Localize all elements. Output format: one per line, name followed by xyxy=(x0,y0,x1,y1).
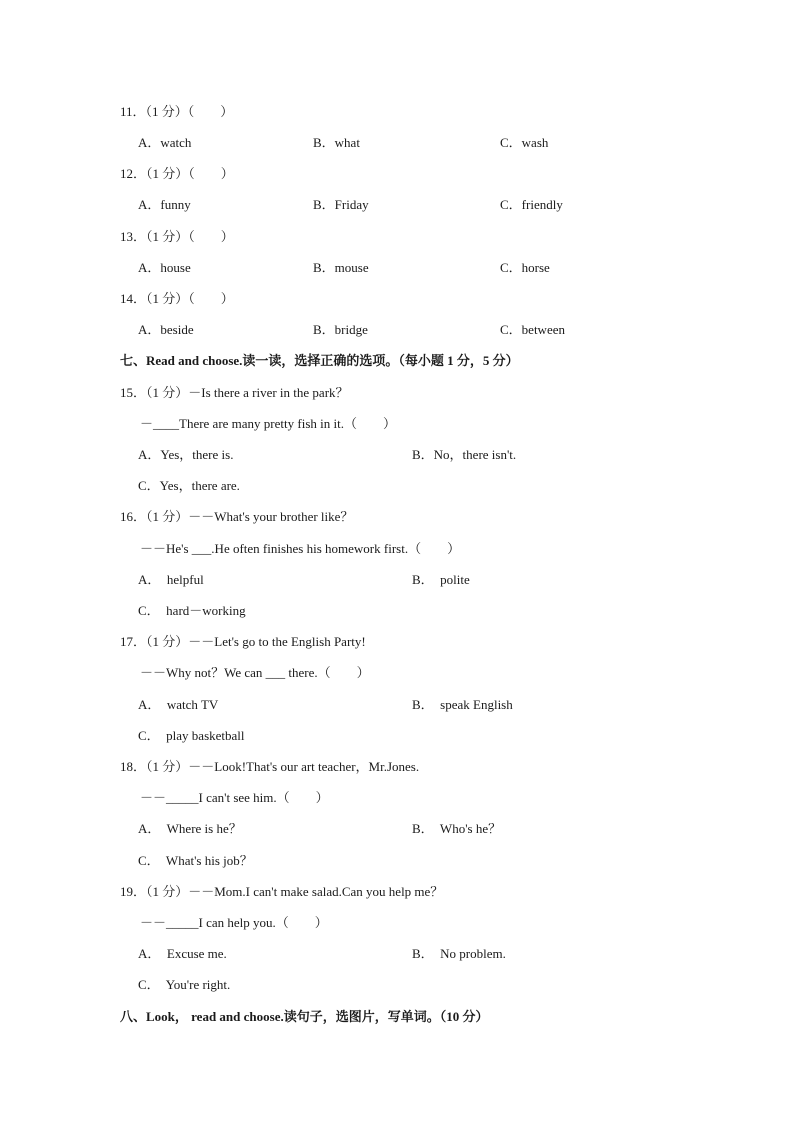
question-14-option-b[interactable]: B．bridge xyxy=(313,322,368,337)
question-19-option-b[interactable]: B． No problem. xyxy=(412,946,506,961)
question-15-option-a[interactable]: A．Yes，there is. xyxy=(138,447,234,462)
question-19-option-a[interactable]: A． Excuse me. xyxy=(138,946,227,961)
question-16-stem: 16．（1 分）－－What's your brother like？ xyxy=(120,509,354,524)
question-15-option-b[interactable]: B．No，there isn't. xyxy=(412,447,517,462)
question-15-option-c[interactable]: C．Yes，there are. xyxy=(138,478,240,493)
question-17-reply: －－Why not？We can ___ there.（ ） xyxy=(140,665,370,680)
question-19-stem: 19．（1 分）－－Mom.I can't make salad.Can you help me？ xyxy=(120,884,444,899)
question-11-option-a[interactable]: A．watch xyxy=(138,135,192,150)
question-15-reply: －____There are many pretty fish in it.（ ） xyxy=(140,416,396,431)
question-12-option-a[interactable]: A．funny xyxy=(138,197,191,212)
question-18-option-b[interactable]: B． Who's he？ xyxy=(412,821,502,836)
question-18-option-a[interactable]: A． Where is he？ xyxy=(138,821,242,836)
question-14-stem: 14．（1 分）（ ） xyxy=(120,291,234,306)
question-13-option-a[interactable]: A．house xyxy=(138,260,191,275)
question-11-option-c[interactable]: C．wash xyxy=(500,135,549,150)
question-14-option-a[interactable]: A．beside xyxy=(138,322,194,337)
question-11-stem: 11．（1 分）（ ） xyxy=(120,104,234,119)
question-14-option-c[interactable]: C．between xyxy=(500,322,565,337)
question-16-reply: －－He's ___.He often finishes his homework first.（ ） xyxy=(140,541,461,556)
question-13-option-c[interactable]: C．horse xyxy=(500,260,550,275)
question-19-option-c[interactable]: C． You're right. xyxy=(138,977,231,992)
question-15-stem: 15．（1 分）－Is there a river in the park？ xyxy=(120,385,349,400)
question-12-option-c[interactable]: C．friendly xyxy=(500,197,563,212)
question-18-stem: 18．（1 分）－－Look!That's our art teacher，Mr.Jones. xyxy=(120,759,420,774)
question-17-stem: 17．（1 分）－－Let's go to the English Party! xyxy=(120,634,366,649)
question-16-option-b[interactable]: B． polite xyxy=(412,572,470,587)
section-7-heading: 七、Read and choose.读一读，选择正确的选项。（每小题 1 分，5 分） xyxy=(120,353,519,368)
question-12-option-b[interactable]: B．Friday xyxy=(313,197,369,212)
question-18-option-c[interactable]: C． What's his job？ xyxy=(138,853,253,868)
question-12-stem: 12．（1 分）（ ） xyxy=(120,166,234,181)
question-17-option-c[interactable]: C． play basketball xyxy=(138,728,245,743)
section-8-heading: 八、Look， read and choose.读句子，选图片，写单词。（10 分） xyxy=(120,1009,489,1024)
question-19-reply: －－_____I can help you.（ ） xyxy=(140,915,328,930)
question-17-option-a[interactable]: A． watch TV xyxy=(138,697,219,712)
question-16-option-c[interactable]: C． hard－working xyxy=(138,603,246,618)
question-13-option-b[interactable]: B．mouse xyxy=(313,260,369,275)
question-11-option-b[interactable]: B．what xyxy=(313,135,360,150)
question-16-option-a[interactable]: A． helpful xyxy=(138,572,204,587)
question-13-stem: 13．（1 分）（ ） xyxy=(120,229,234,244)
question-17-option-b[interactable]: B． speak English xyxy=(412,697,513,712)
question-18-reply: －－_____I can't see him.（ ） xyxy=(140,790,329,805)
